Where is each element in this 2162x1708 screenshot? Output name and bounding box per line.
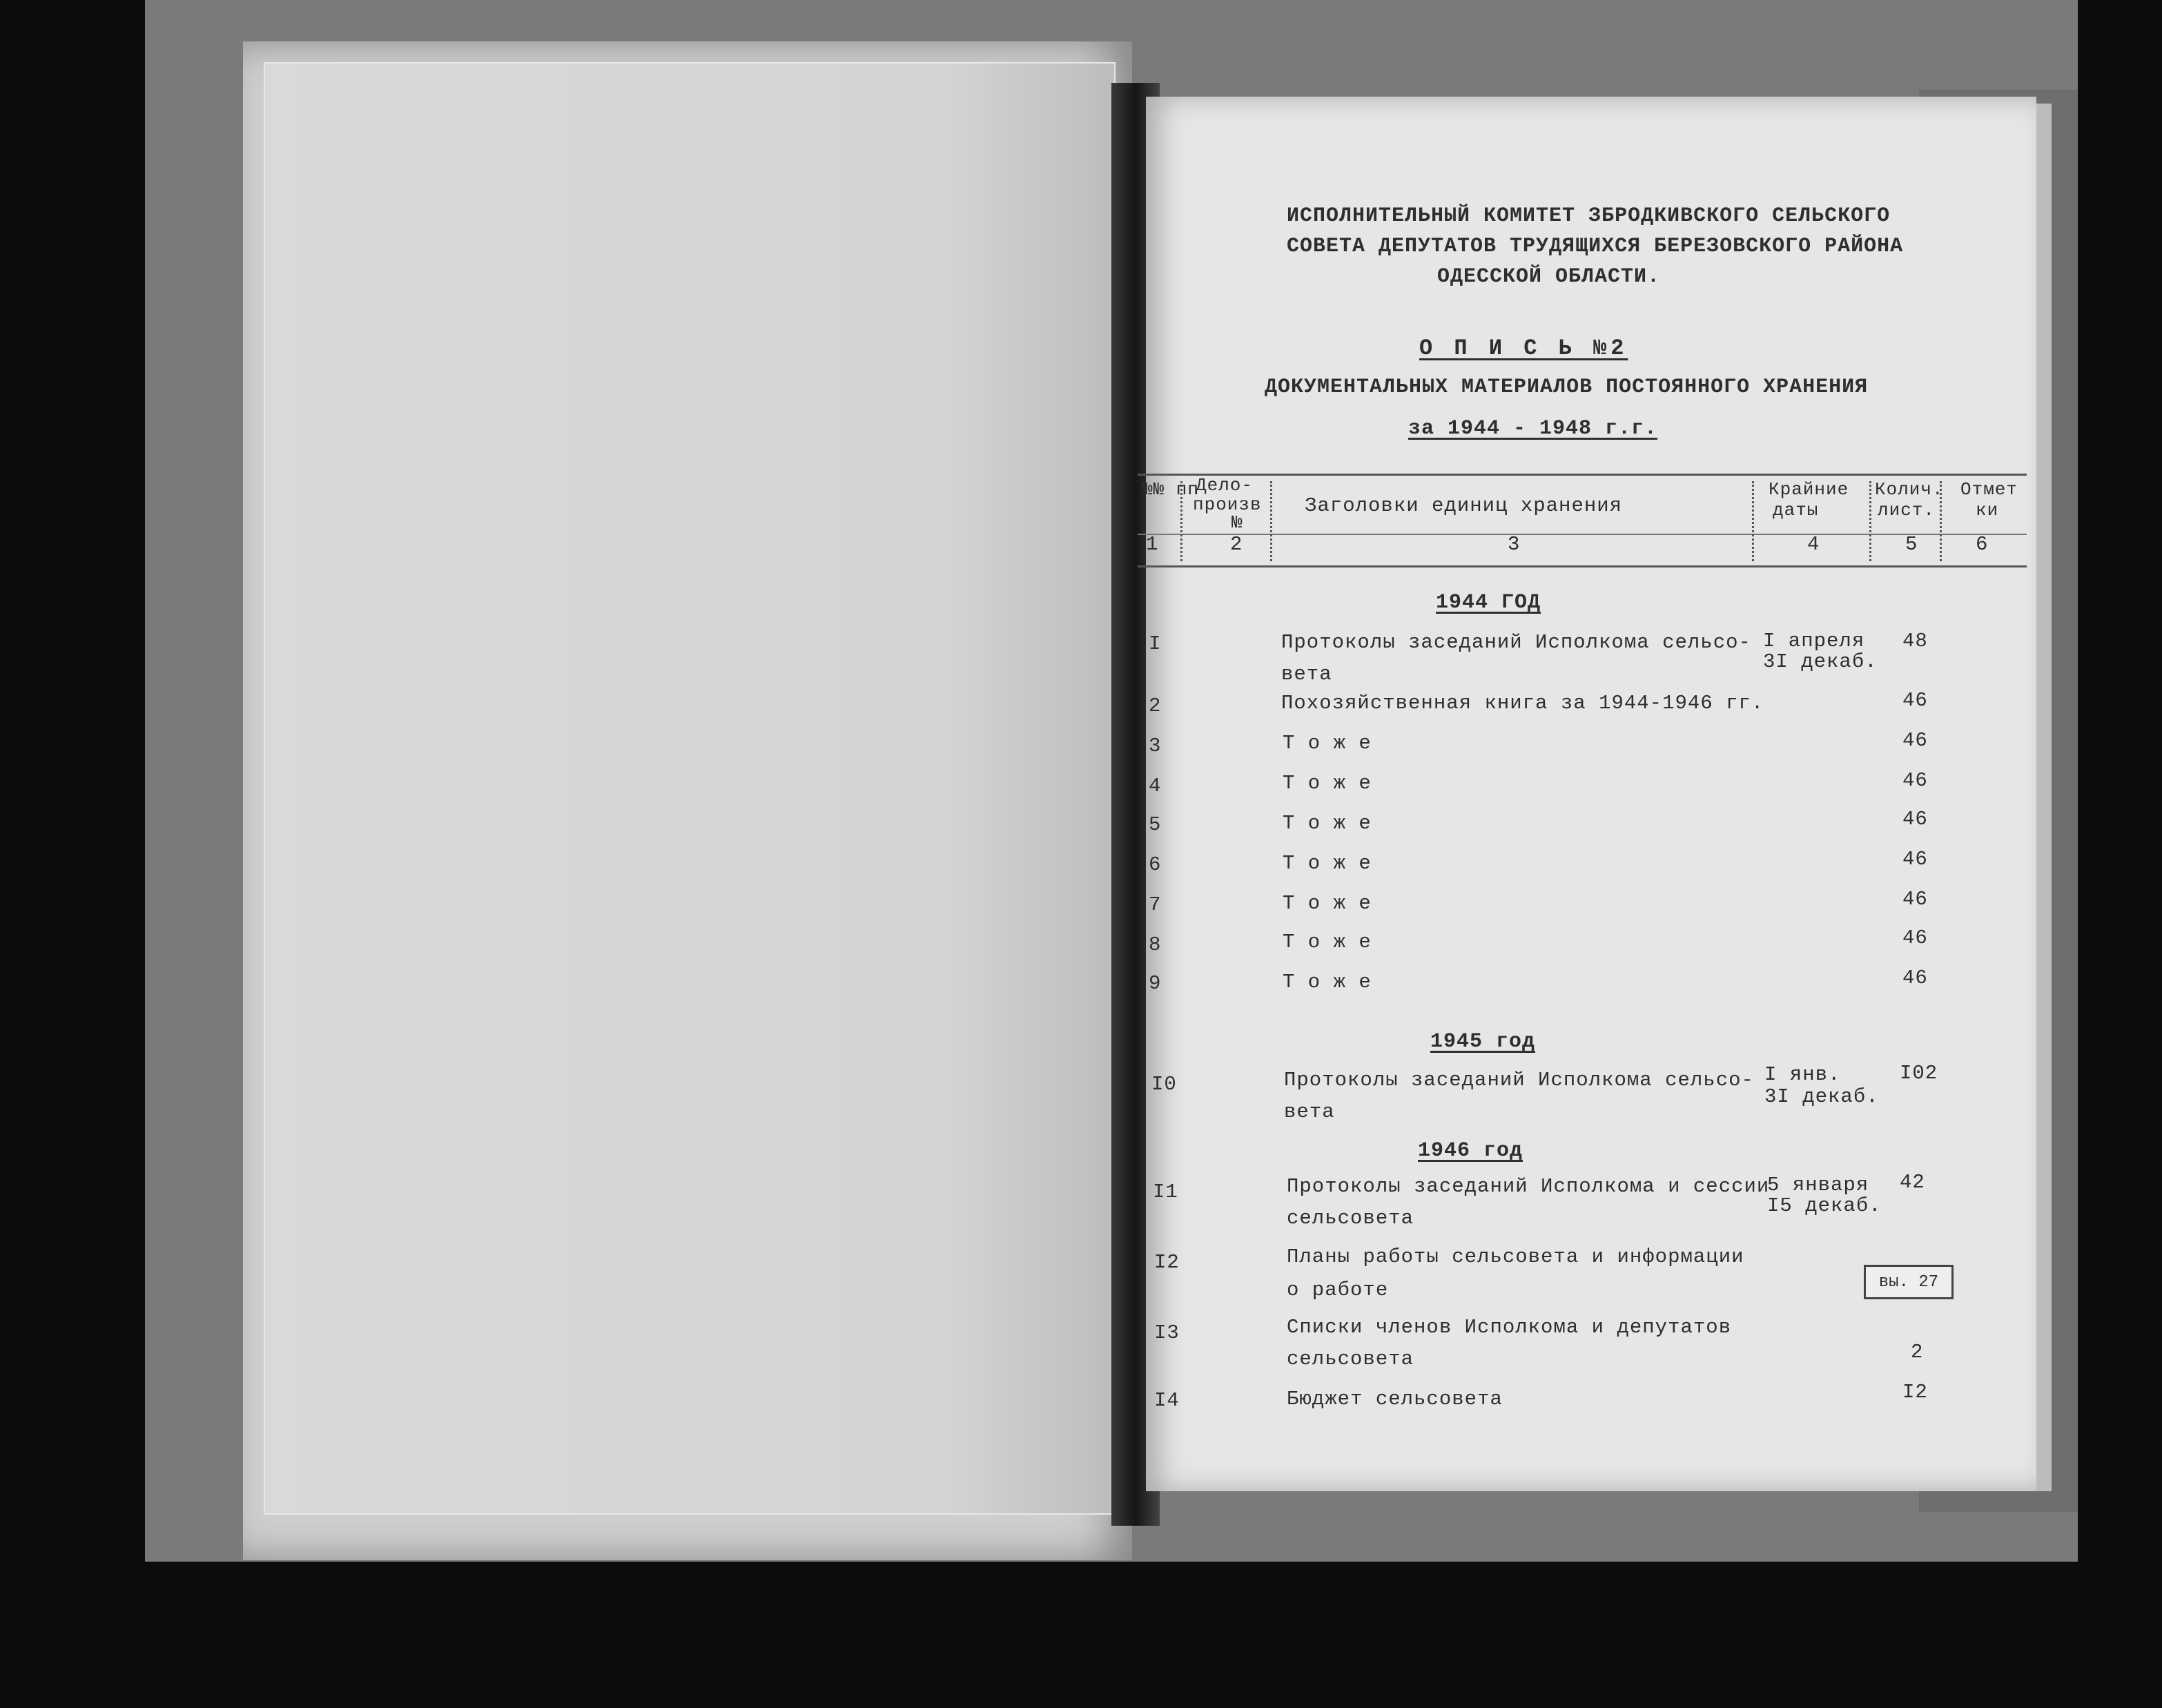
left-page [243, 41, 1132, 1560]
col-header-dates-b: даты [1773, 500, 1819, 521]
document-period: за 1944 - 1948 г.г. [1408, 417, 1658, 440]
row-title-cont: вета [1281, 663, 1332, 686]
row-title: Т о ж е [1283, 812, 1372, 835]
row-title-cont: вета [1284, 1100, 1335, 1123]
row-number: 2 [1149, 695, 1162, 717]
row-sheets: 46 [1902, 888, 1928, 911]
row-sheets: 2 [1911, 1341, 1924, 1364]
row-sheets: 48 [1902, 630, 1928, 652]
row-sheets: 46 [1902, 729, 1928, 752]
row-number: I2 [1154, 1251, 1180, 1274]
section-year-1946: 1946 год [1418, 1139, 1523, 1163]
row-number: 8 [1149, 933, 1162, 956]
row-number: I4 [1154, 1389, 1180, 1412]
row-date-start: I янв. [1764, 1063, 1841, 1086]
row-title: Протоколы заседаний Исполкома сельсо- [1281, 631, 1751, 654]
page-edges [2036, 104, 2052, 1491]
col-number: 5 [1905, 533, 1918, 556]
col-number: 4 [1807, 533, 1820, 556]
column-divider [1869, 481, 1871, 561]
row-title: Т о ж е [1283, 971, 1372, 993]
row-sheets: I02 [1900, 1062, 1938, 1085]
column-divider [1752, 481, 1754, 561]
document-subtitle: ДОКУМЕНТАЛЬНЫХ МАТЕРИАЛОВ ПОСТОЯННОГО ХРАНЕНИЯ [1265, 376, 1869, 399]
col-header-notes-b: ки [1976, 500, 1999, 521]
row-title: Протоколы заседаний Исполкома сельсо- [1284, 1069, 1754, 1091]
row-sheets: 46 [1902, 689, 1928, 712]
document-title: О П И С Ь №2 [1419, 336, 1628, 361]
row-title-cont: о работе [1287, 1279, 1389, 1301]
col-header-sheets-b: лист. [1878, 500, 1936, 521]
row-sheets: 46 [1902, 769, 1928, 792]
col-header-case-a: Дело- [1196, 475, 1254, 496]
row-title: Т о ж е [1283, 772, 1372, 795]
section-year-1945: 1945 год [1430, 1030, 1536, 1054]
archive-stamp: вы. 27 [1864, 1265, 1954, 1299]
row-title: Планы работы сельсовета и информации [1287, 1245, 1744, 1268]
col-header-title: Заголовки единиц хранения [1305, 494, 1623, 517]
row-number: 4 [1149, 775, 1162, 797]
col-header-case-b: произв [1193, 494, 1262, 515]
row-title: Т о ж е [1283, 852, 1372, 875]
row-number: I1 [1153, 1181, 1178, 1203]
row-date-end: I5 декаб. [1767, 1194, 1882, 1217]
org-line-1: ИСПОЛНИТЕЛЬНЫЙ КОМИТЕТ ЗБРОДКИВСКОГО СЕЛЬСКОГО [1287, 204, 1891, 228]
row-title-cont: сельсовета [1287, 1207, 1414, 1230]
row-number: I0 [1151, 1073, 1177, 1096]
column-divider [1270, 481, 1272, 561]
col-header-sheets-a: Колич. [1875, 479, 1944, 500]
col-header-dates-a: Крайние [1769, 479, 1849, 500]
row-number: 6 [1149, 853, 1162, 876]
row-date-end: 3I декаб. [1763, 650, 1878, 673]
row-sheets: 46 [1902, 967, 1928, 989]
row-number: 7 [1149, 893, 1162, 916]
row-title: Похозяйственная книга за 1944-1946 гг. [1281, 692, 1764, 715]
row-date-end: 3I декаб. [1764, 1085, 1879, 1108]
row-title: Протоколы заседаний Исполкома и сессии [1287, 1175, 1770, 1198]
row-sheets: 42 [1900, 1171, 1925, 1194]
col-number: 1 [1146, 533, 1159, 556]
row-date-start: 5 января [1767, 1174, 1869, 1196]
row-sheets: 46 [1902, 808, 1928, 831]
row-sheets: I2 [1902, 1381, 1928, 1404]
row-title: Т о ж е [1283, 732, 1372, 755]
row-title: Списки членов Исполкома и депутатов [1287, 1316, 1732, 1339]
col-header-number: №№ пп [1142, 479, 1200, 500]
row-number: I [1149, 632, 1162, 655]
org-line-2: СОВЕТА ДЕПУТАТОВ ТРУДЯЩИХСЯ БЕРЕЗОВСКОГО РАЙОНА [1287, 235, 1904, 258]
col-number: 6 [1976, 533, 1989, 556]
row-title: Т о ж е [1283, 892, 1372, 915]
row-title-cont: сельсовета [1287, 1348, 1414, 1370]
section-year-1944: 1944 ГОД [1436, 591, 1541, 614]
row-sheets: 46 [1902, 926, 1928, 949]
row-number: I3 [1154, 1321, 1180, 1344]
col-number: 3 [1508, 533, 1521, 556]
row-title: Т о ж е [1283, 931, 1372, 953]
col-header-case-c: № [1231, 512, 1243, 533]
row-number: 5 [1149, 813, 1162, 836]
row-sheets: 46 [1902, 848, 1928, 871]
col-number: 2 [1230, 533, 1243, 556]
org-line-3: ОДЕССКОЙ ОБЛАСТИ. [1437, 265, 1661, 289]
row-number: 9 [1149, 972, 1162, 995]
row-date-start: I апреля [1763, 630, 1865, 652]
col-header-notes-a: Отмет [1960, 479, 2018, 500]
row-number: 3 [1149, 735, 1162, 757]
row-title: Бюджет сельсовета [1287, 1388, 1503, 1410]
blank-flyleaf [264, 62, 1116, 1515]
